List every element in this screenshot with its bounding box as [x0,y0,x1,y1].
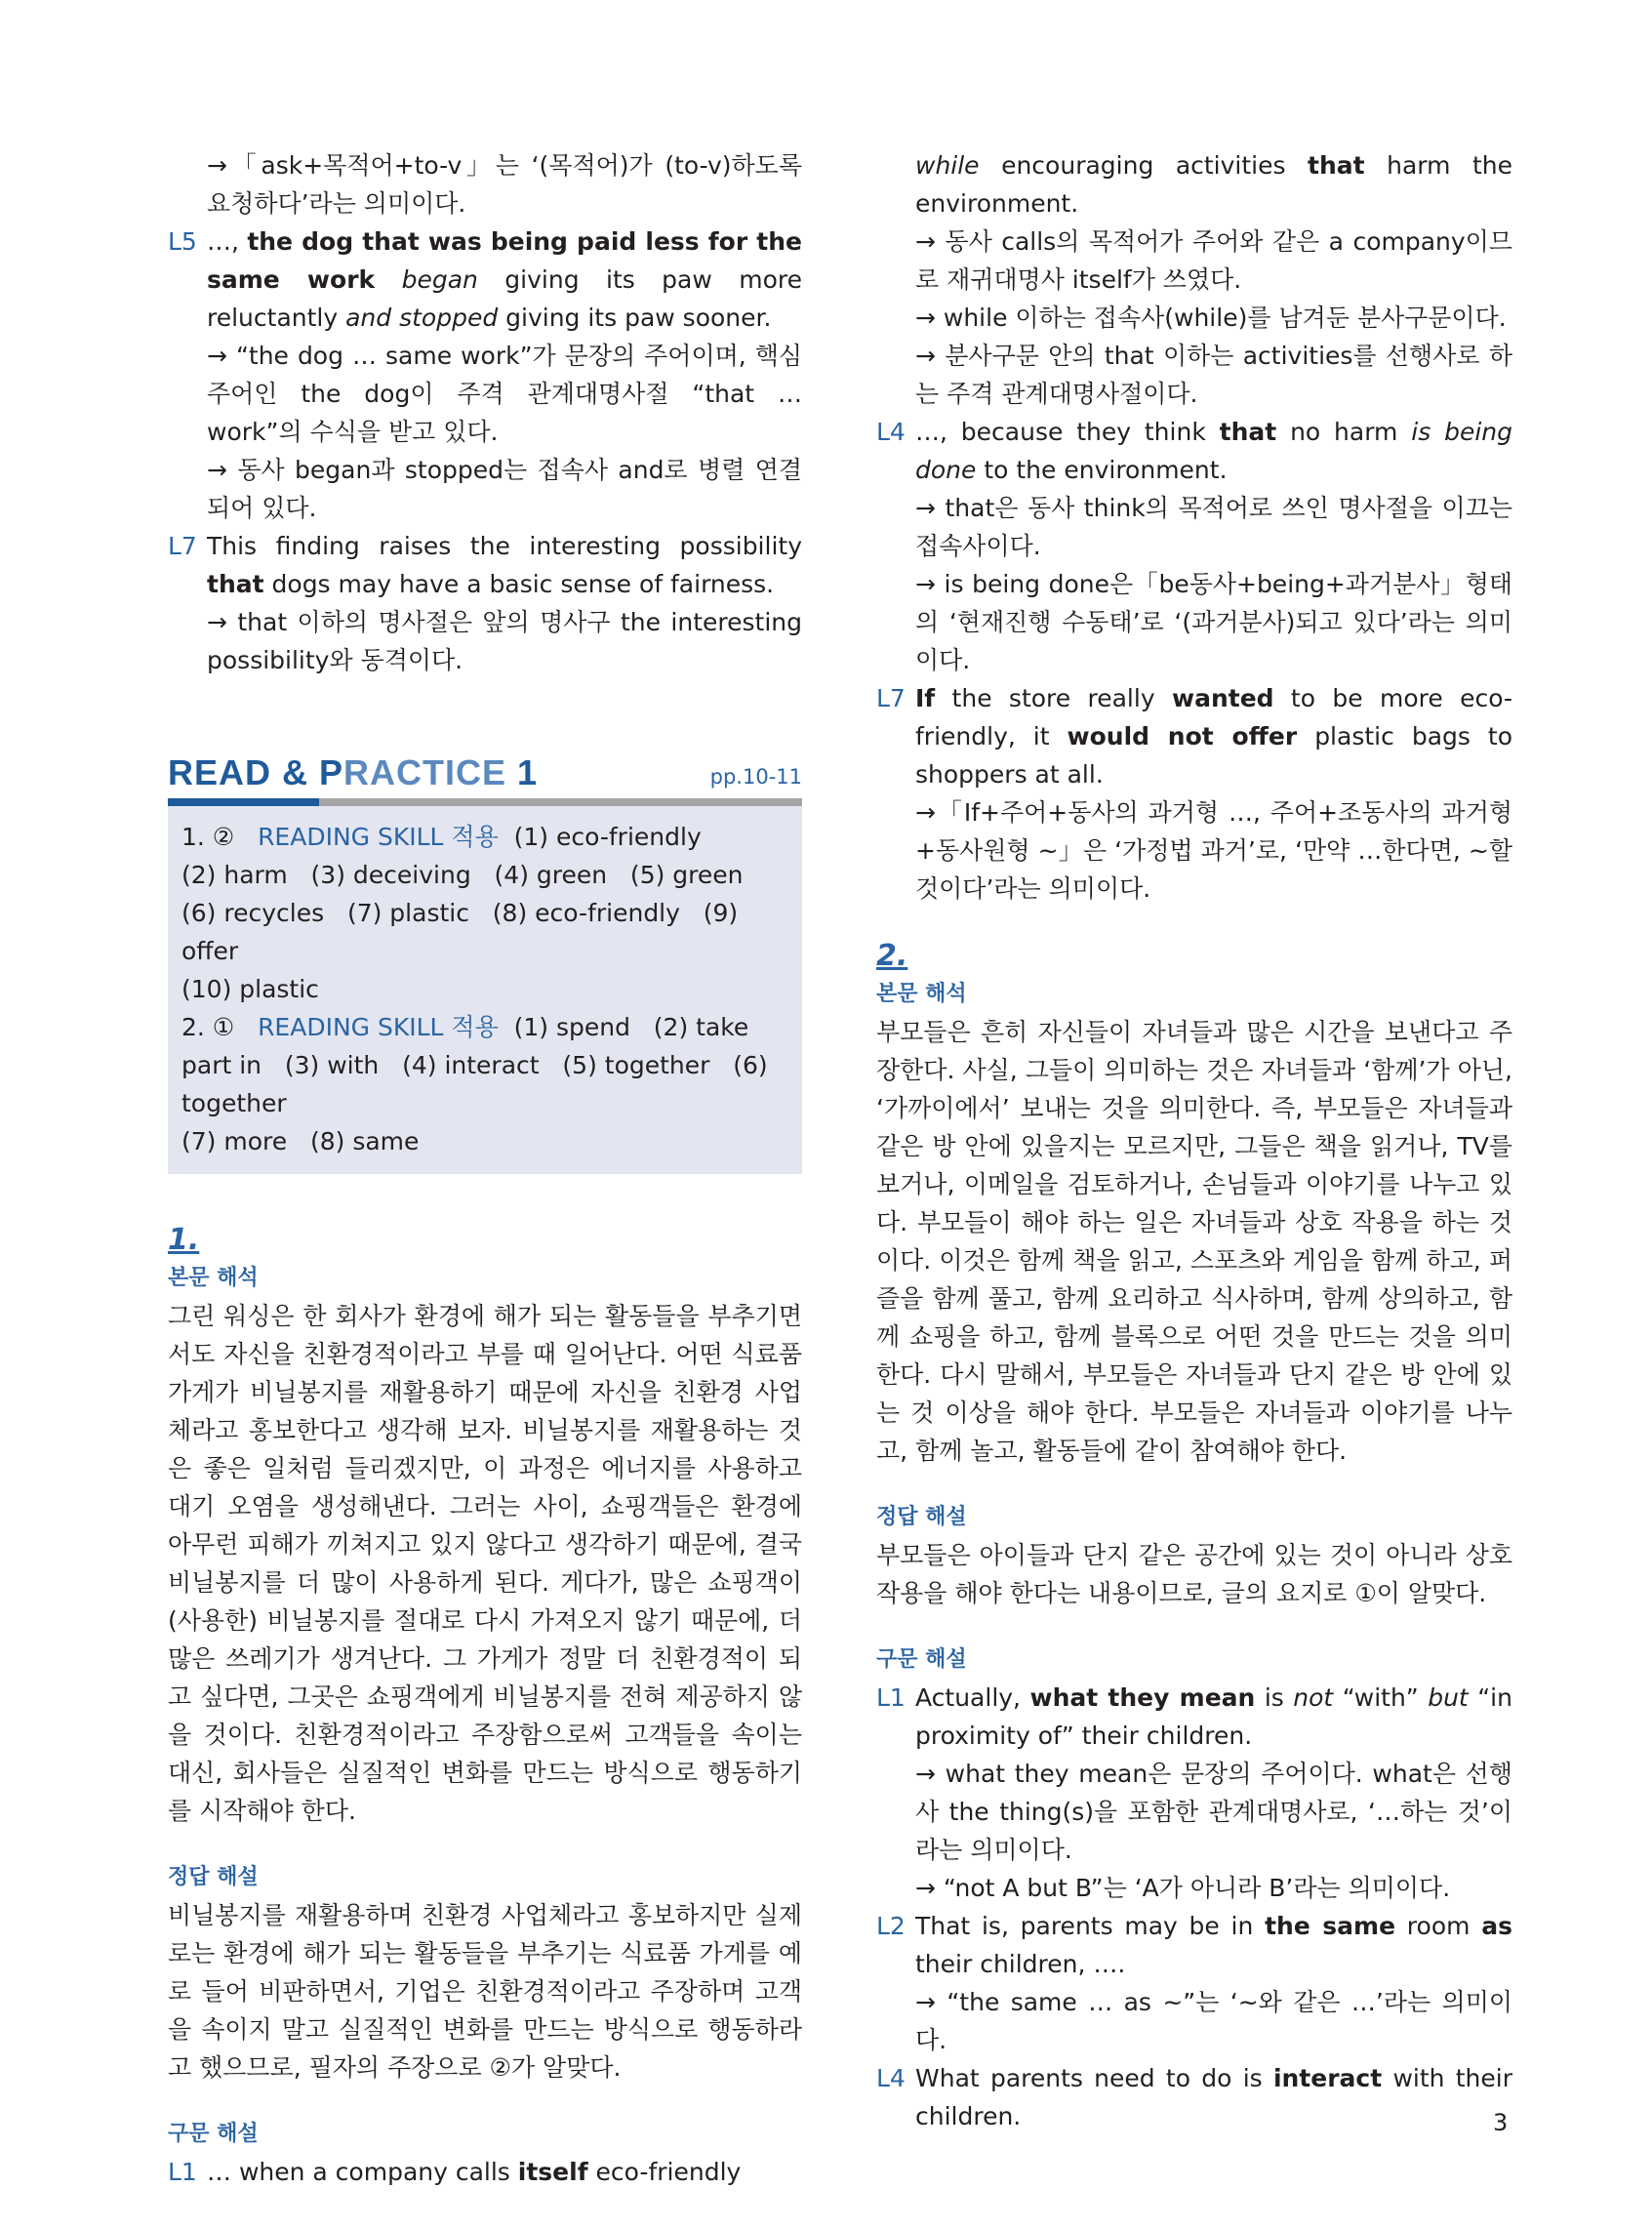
grammar-entry-l7 [168,527,802,603]
example-sentence: If the store really wanted to be more eco-friendly, it would not offer plastic bags to shoppers at all. [915,684,1512,789]
line-label: L1 [168,2158,197,2186]
note: → 동사 calls의 목적어가 주어와 같은 a company이므로 재귀대명사 itself가 쓰였다. [915,227,1512,294]
line-label: L1 [876,1683,906,1712]
right-column [876,146,1512,2135]
section-label-answer: 정답 해설 [168,1865,259,1889]
answer-box: 1. ② READING SKILL 적용 (1) eco-friendly (2) harm (3) deceiving (4) green (5) green (6) recycles (7) plastic (8) eco-friendly (9) offer (10) plastic 2. ① READING SKILL 적용 (1) spend (2) take part in (3) with (4) interact (5) together (6) together (7) more (8) same [168,806,802,1174]
grammar-entry-l4 [876,413,1512,489]
section-title: READ & PRACTICE 1 [168,752,539,792]
line-label: L2 [876,1912,906,1940]
example-sentence: This finding raises the interesting possibility that dogs may have a basic sense of fairness. [207,532,802,598]
note: →「ask+목적어+to-v」는 ‘(목적어)가 (to-v)하도록 요청하다’라는 의미이다. [207,151,802,218]
line-label: L7 [876,684,906,712]
line-label: L7 [168,532,197,560]
example-sentence: …, the dog that was being paid less for the same work began giving its paw more reluctantly and stopped giving its paw sooner. [207,227,802,332]
line-label: L4 [876,2064,906,2092]
section-label-translation: 본문 해석 [876,982,967,1006]
section-label-grammar: 구문 해설 [168,2122,259,2146]
note: → “the same … as ~”는 ‘~와 같은 …’라는 의미이다. [915,1988,1512,2054]
grammar-entry-l1 [876,1679,1512,1755]
grammar-entry-l4 [876,2059,1512,2135]
translation-text: 부모들은 흔히 자신들이 자녀들과 많은 시간을 보낸다고 주장한다. 사실, 그들이 의미하는 것은 자녀들과 ‘함께’가 아닌, ‘가까이에서’ 보내는 것을 의미한다. 즉, 부모들은 자녀들과 같은 방 안에 있을지는 모르지만, 그들은 책을 읽거나, TV를 보거나, 이메일을 검토하거나, 손님들과 이야기를 나누고 있다. 부모들이 해야 하는 일은 자녀들과 상호 작용을 하는 것이다. 이것은 함께 책을 읽고, 스포츠와 게임을 함께 하고, 퍼즐을 함께 풀고, 함께 요리하고 식사하며, 함께 상의하고, 함께 쇼핑을 하고, 함께 블록으로 어떤 것을 만드는 것을 의미한다. 다시 말해서, 부모들은 자녀들과 단지 같은 방 안에 있는 것 이상을 해야 한다. 부모들은 자녀들과 이야기를 나누고, 함께 놀고, 활동들에 같이 참여해야 한다. [876,1018,1512,1465]
page-range: pp.10-11 [709,765,802,789]
example-sentence: That is, parents may be in the same room as their children, …. [915,1912,1512,1978]
section-label-translation: 본문 해석 [168,1266,259,1290]
question-number: 1. [168,1223,200,1257]
note: → “not A but B”는 ‘A가 아니라 B’라는 의미이다. [915,1874,1451,1902]
note: → is being done은「be동사+being+과거분사」형태의 ‘현재진행 수동태’로 ‘(과거분사)되고 있다’라는 의미이다. [915,570,1512,674]
note: → what they mean은 문장의 주어이다. what은 선행사 the thing(s)을 포함한 관계대명사로, ‘…하는 것’이라는 의미이다. [915,1760,1512,1864]
grammar-entry-l1 [168,2153,802,2191]
left-column [168,146,802,2191]
example-sentence: What parents need to do is interact with their children. [915,2064,1513,2130]
header-rule [168,798,802,806]
line-label: L4 [876,418,906,446]
answer-explanation: 부모들은 아이들과 단지 같은 공간에 있는 것이 아니라 상호 작용을 해야 한다는 내용이므로, 글의 요지로 ①이 알맞다. [876,1541,1512,1607]
example-sentence: …, because they think that no harm is being done to the environment. [915,418,1512,484]
translation-text: 그린 워싱은 한 회사가 환경에 해가 되는 활동들을 부추기면서도 자신을 친환경적이라고 부를 때 일어난다. 어떤 식료품 가게가 비닐봉지를 재활용하기 때문에 자신을 친환경 사업체라고 홍보한다고 생각해 보자. 비닐봉지를 재활용하는 것은 좋은 일처럼 들리겠지만, 이 과정은 에너지를 사용하고 대기 오염을 생성해낸다. 그러는 사이, 쇼핑객들은 환경에 아무런 피해가 끼쳐지고 있지 않다고 생각하기 때문에, 결국 비닐봉지를 더 많이 사용하게 된다. 게다가, 많은 쇼핑객이 (사용한) 비닐봉지를 절대로 다시 가져오지 않기 때문에, 더 많은 쓰레기가 생겨난다. 그 가게가 정말 더 친환경적이 되고 싶다면, 그곳은 쇼핑객에게 비닐봉지를 전혀 제공하지 않을 것이다. 친환경적이라고 주장함으로써 고객들을 속이는 대신, 회사들은 실질적인 변화를 만드는 방식으로 행동하기를 시작해야 한다. [168,1302,802,1825]
section-label-grammar: 구문 해설 [876,1647,967,1672]
note: → “the dog … same work”가 문장의 주어이며, 핵심 주어인 the dog이 주격 관계대명사절 “that … work”의 수식을 받고 있다. [207,342,802,446]
line-label: L5 [168,227,197,256]
example-sentence: Actually, what they mean is not “with” but “in proximity of” their children. [915,1683,1512,1750]
note: → that은 동사 think의 목적어로 쓰인 명사절을 이끄는 접속사이다. [915,494,1512,560]
note: → 동사 began과 stopped는 접속사 and로 병렬 연결되어 있다. [207,456,802,522]
note: →「If+주어+동사의 과거형 …, 주어+조동사의 과거형+동사원형 ~」은 ‘가정법 과거’로, ‘만약 …한다면, ~할 것이다’라는 의미이다. [915,798,1512,903]
header-rule-accent [168,798,319,806]
grammar-entry-l2 [876,1907,1512,1983]
note: → 분사구문 안의 that 이하는 activities를 선행사로 하는 주격 관계대명사절이다. [915,342,1512,408]
note: → while 이하는 접속사(while)를 남겨둔 분사구문이다. [915,304,1507,332]
note: → that 이하의 명사절은 앞의 명사구 the interesting possibility와 동격이다. [207,608,802,674]
answer-explanation: 비닐봉지를 재활용하며 친환경 사업체라고 홍보하지만 실제로는 환경에 해가 되는 활동들을 부추기는 식료품 가게를 예로 들어 비판하면서, 기업은 친환경적이라고 주장하며 고객을 속이지 말고 실질적인 변화를 만드는 방식으로 행동하라고 했으므로, 필자의 주장으로 ②가 알맞다. [168,1901,802,2082]
grammar-entry-l7 [876,679,1512,793]
example-sentence: … when a company calls itself eco-friendly [207,2158,742,2186]
section-label-answer: 정답 해설 [876,1505,967,1529]
page-number: 3 [1493,2109,1509,2136]
grammar-entry-l5 [168,223,802,337]
question-number: 2. [876,939,908,973]
example-sentence-continued: while encouraging activities that harm the environment. [915,151,1512,218]
section-header [168,753,802,798]
